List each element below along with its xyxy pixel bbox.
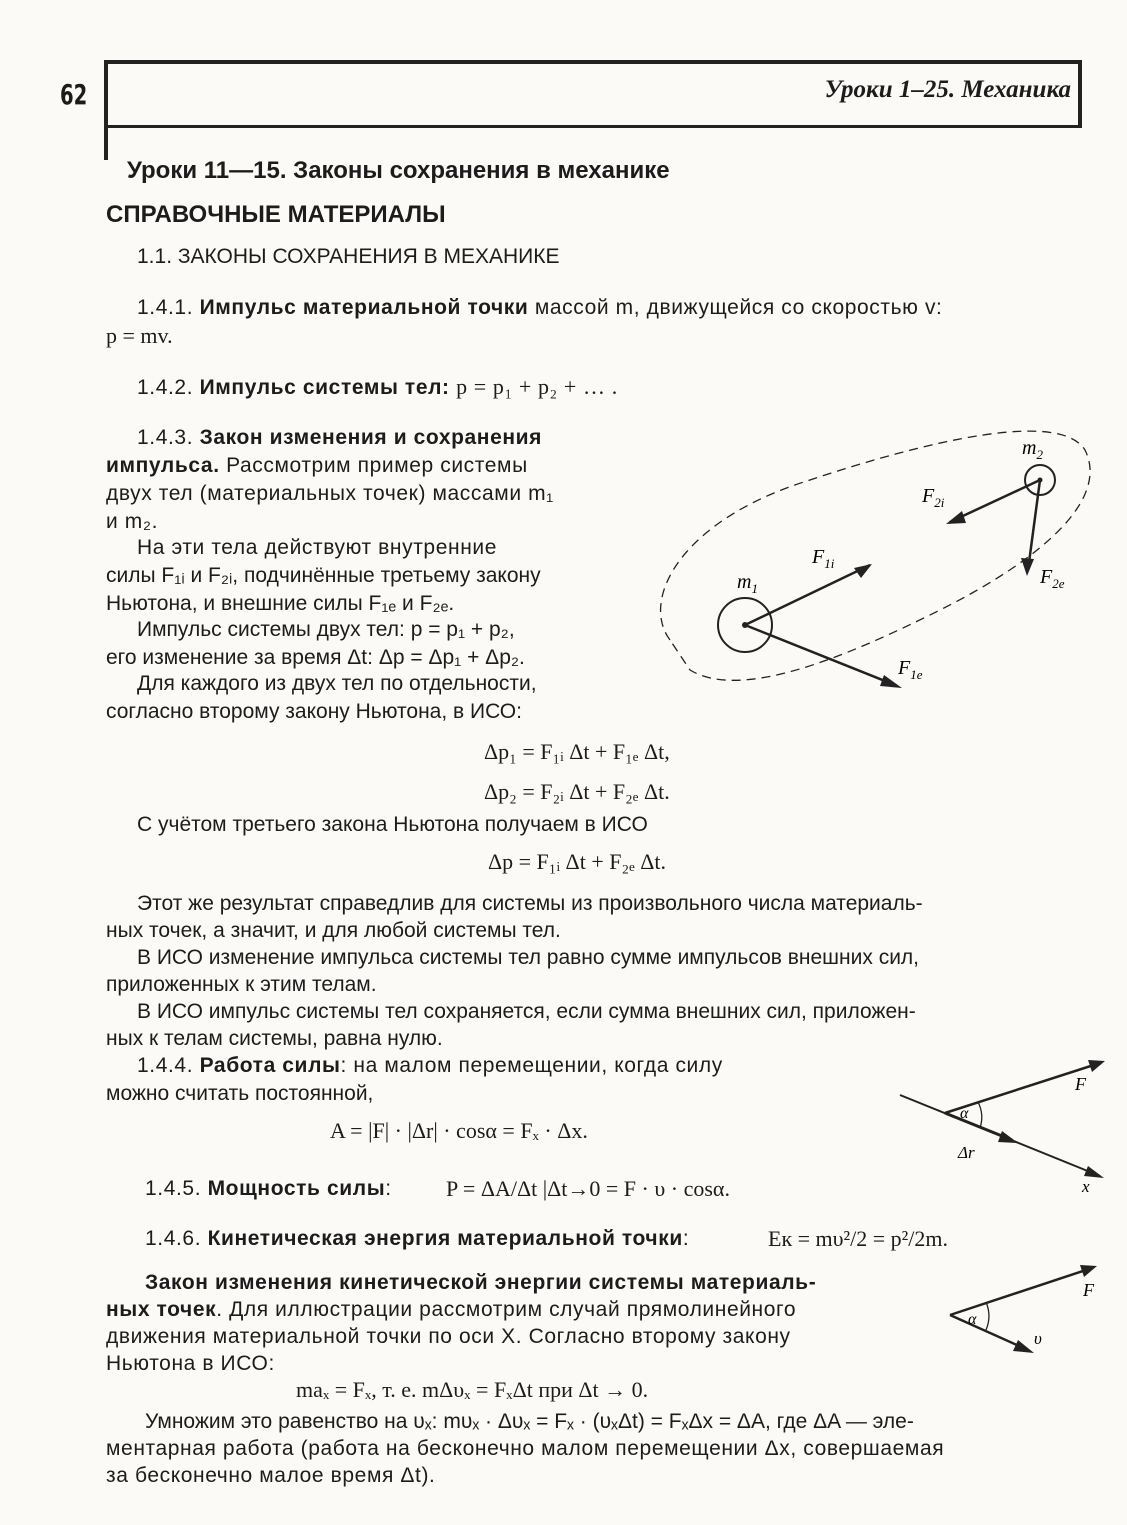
text-line: ментарная работа (работа на бесконечно малом перемещении Δx, совершаемая xyxy=(106,1437,945,1460)
arrowhead-f xyxy=(1088,1060,1105,1072)
item-term: ных точек xyxy=(106,1298,217,1321)
item-term: Импульс материальной точки xyxy=(199,296,529,319)
label-f: F xyxy=(1083,1280,1094,1300)
subsection-title: 1.1. ЗАКОНЫ СОХРАНЕНИЯ В МЕХАНИКЕ xyxy=(137,245,560,268)
angle-arc xyxy=(978,1102,982,1128)
equation-dp1: Δp₁ = F₁ᵢ Δt + F₁ₑ Δt, xyxy=(484,739,670,764)
text-line: Этот же результат справедлив для системы из произвольного числа материаль- xyxy=(137,892,923,915)
item-term: Импульс системы тел: xyxy=(199,376,450,399)
work-diagram xyxy=(890,1050,1110,1200)
item-number: 1.4.5. xyxy=(145,1177,202,1200)
label-f2i: $F_{2i}$ xyxy=(922,485,945,510)
text-line: В ИСО импульс системы тел сохраняется, если сумма внешних сил, приложен- xyxy=(137,1000,916,1023)
item-number: 1.4.1. xyxy=(137,296,194,319)
item-141 xyxy=(137,294,943,322)
item-144 xyxy=(137,1052,723,1080)
text-line: В ИСО изменение импульса системы тел равно сумме импульсов внешних сил, xyxy=(137,946,920,969)
angle-arc xyxy=(986,1302,989,1330)
text-line: Умножим это равенство на υₓ: mυₓ · Δυₓ = Fₓ · (υₓΔt) = FₓΔx = ΔA, где ΔA — эле- xyxy=(145,1410,914,1433)
arrowhead-f1i xyxy=(854,564,872,578)
formula-momentum: p = mv. xyxy=(106,323,173,348)
item-number: 1.4.3. xyxy=(137,426,194,449)
formula-kinetic-energy: Eк = mυ²/2 = p²/2m. xyxy=(768,1226,948,1251)
text-line: двух тел (материальных точек) массами m₁ xyxy=(106,482,554,505)
text-line: Ньютона в ИСО: xyxy=(106,1352,275,1375)
item-text: : на малом перемещении, когда силу xyxy=(340,1054,723,1077)
formula-power: P = ΔA/Δt |Δt→0 = F · υ · cosα. xyxy=(446,1176,730,1201)
arrow-f1i xyxy=(745,565,870,625)
kinetic-law-line xyxy=(106,1296,796,1324)
text-line: Импульс системы двух тел: p = p₁ + p₂, xyxy=(137,618,515,641)
item-term: Закон изменения и сохранения xyxy=(199,426,543,449)
arrow-f1e xyxy=(745,625,895,685)
item-143-line xyxy=(106,452,528,480)
section-title: СПРАВОЧНЫЕ МАТЕРИАЛЫ xyxy=(106,201,446,228)
text-line: Ньютона, и внешние силы F₁ₑ и F₂ₑ. xyxy=(106,592,455,615)
label-f1e: $F_{1e}$ xyxy=(898,657,923,682)
arrowhead-f xyxy=(1080,1265,1097,1277)
formula-work: A = |F| · |Δr| · cosα = Fₓ · Δx. xyxy=(330,1118,588,1143)
running-header: Уроки 1–25. Механика xyxy=(824,76,1071,103)
item-term: Мощность силы xyxy=(207,1177,386,1200)
label-f1i: $F_{1i}$ xyxy=(812,546,835,571)
text-line: . Для иллюстрации рассмотрим случай прямолинейного xyxy=(216,1298,797,1321)
text-line: силы F₁ᵢ и F₂ᵢ, подчинённые третьему закону xyxy=(106,564,541,587)
equation-dp2: Δp₂ = F₂ᵢ Δt + F₂ₑ Δt. xyxy=(484,779,670,804)
equation-dp: Δp = F₁ᵢ Δt + F₂ₑ Δt. xyxy=(488,849,667,874)
label-v: υ xyxy=(1034,1329,1042,1348)
label-f2e: $F_{2e}$ xyxy=(1040,566,1065,591)
kinetic-law-heading: Закон изменения кинетической энергии системы материаль- xyxy=(145,1271,817,1294)
label-dr: Δr xyxy=(958,1143,975,1162)
item-term: Работа силы xyxy=(199,1054,341,1077)
text-line: Рассмотрим пример системы xyxy=(226,454,528,477)
formula-system-momentum: p = p₁ + p₂ + … . xyxy=(456,374,618,399)
item-term: импульса. xyxy=(106,454,220,477)
text-line: С учётом третьего закона Ньютона получаем в ИСО xyxy=(137,813,648,836)
label-m1: $m_1$ xyxy=(737,571,758,596)
item-143-heading xyxy=(137,424,542,452)
label-alpha: α xyxy=(968,1311,977,1328)
equation-newton: maₓ = Fₓ, т. е. mΔυₓ = FₓΔt при Δt → 0. xyxy=(296,1377,649,1402)
label-x: x xyxy=(1082,1177,1090,1196)
two-body-diagram xyxy=(640,410,1110,710)
item-146: 1.4.6. Кинетическая энергия материальной точки: xyxy=(145,1227,690,1250)
text-line: ных к телам системы, равна нулю. xyxy=(106,1027,443,1050)
text-line: его изменение за время Δt: Δp = Δp₁ + Δp₂. xyxy=(106,646,525,669)
item-145: 1.4.5. Мощность силы: xyxy=(145,1177,392,1200)
item-text: массой m, движущейся со скоростью v: xyxy=(534,296,943,319)
text-line: ных точек, а значит, и для любой системы тел. xyxy=(106,919,561,942)
label-f: F xyxy=(1075,1074,1086,1094)
text-line: и m₂. xyxy=(106,510,159,533)
item-number: 1.4.2. xyxy=(137,376,194,399)
item-number: 1.4.4. xyxy=(137,1054,194,1077)
force-velocity-diagram xyxy=(940,1260,1110,1370)
item-term: Кинетическая энергия материальной точки xyxy=(207,1227,683,1250)
text-line: приложенных к этим телам. xyxy=(106,973,377,996)
text-line: согласно второму закону Ньютона, в ИСО: xyxy=(106,700,522,723)
arrowhead-dr xyxy=(998,1131,1018,1143)
arrowhead-f2i xyxy=(946,511,966,524)
arrow-f xyxy=(950,1268,1092,1315)
arrowhead-f2e xyxy=(1021,558,1034,576)
text-line: можно считать постоянной, xyxy=(106,1082,374,1105)
text-line: движения материальной точки по оси X. Согласно второму закону xyxy=(106,1325,791,1348)
text-line: На эти тела действуют внутренние xyxy=(137,536,497,559)
text-line: за бесконечно малое время Δt). xyxy=(106,1464,436,1487)
arrowhead-v xyxy=(1013,1340,1034,1353)
label-m2: $m_2$ xyxy=(1022,437,1043,462)
lesson-title: Уроки 11—15. Законы сохранения в механике xyxy=(127,157,670,184)
page-number: 62 xyxy=(60,78,88,111)
text-line: Для каждого из двух тел по отдельности, xyxy=(137,672,537,695)
item-number: 1.4.6. xyxy=(145,1227,202,1250)
item-142 xyxy=(137,373,618,402)
label-alpha: α xyxy=(960,1105,969,1122)
